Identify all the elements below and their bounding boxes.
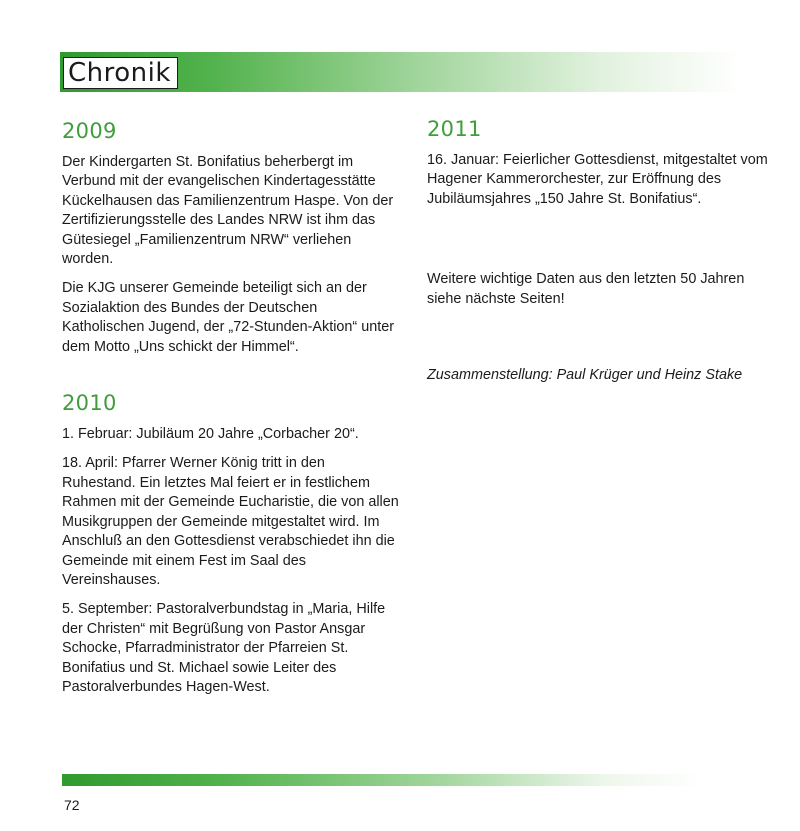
page-title: Chronik bbox=[63, 57, 178, 89]
paragraph-2009-kjg: Die KJG unserer Gemeinde beteiligt sich an der Sozialaktion des Bundes der Deutschen Katholischen Jugend, der „72-Stunden-Aktion“ unter dem Motto „Uns schickt der Himmel“. bbox=[62, 280, 394, 355]
further-dates-note: Weitere wichtige Daten aus den letzten 50 Jahren siehe nächste Seiten! bbox=[427, 271, 745, 307]
year-heading-2011: 2011 bbox=[427, 117, 482, 141]
footer-band bbox=[62, 774, 702, 786]
paragraph-2011-january: 16. Januar: Feierlicher Gottesdienst, mitgestaltet vom Hagener Kammerorchester, zur Eröffnung des Jubiläumsjahres „150 Jahre St. Bonifatius“. bbox=[427, 152, 768, 207]
compilation-credit: Zusammenstellung: Paul Krüger und Heinz Stake bbox=[427, 367, 743, 384]
page-number: 72 bbox=[64, 797, 80, 813]
year-heading-2010: 2010 bbox=[62, 391, 117, 416]
left-column bbox=[62, 118, 402, 707]
paragraph-2010-september: 5. September: Pastoralverbundstag in „Maria, Hilfe der Christen“ mit Begrüßung von Pastor Ansgar Schocke, Pfarradministrator der Pfarreien St. Bonifatius und St. Michael sowie Leiter des Pastoralverbundes Hagen-West. bbox=[62, 601, 386, 695]
paragraph-2010-april: 18. April: Pfarrer Werner König tritt in den Ruhestand. Ein letztes Mal feiert er in festlichem Rahmen mit der Gemeinde Eucharistie, die von allen Musikgruppen der Gemeinde mitgestaltet wird. Im Anschluß an den Gottesdienst verabschiedet ihn die Gemeinde mit einem Fest im Saal des Vereinshauses. bbox=[62, 455, 399, 588]
paragraph-2009-familienzentrum: Der Kindergarten St. Bonifatius beherbergt im Verbund mit der evangelischen Kindertagesstätte Kückelhausen das Familienzentrum Haspe. Von der Zertifizierungsstelle des Landes NRW ist ihm das Gütesiegel „Familienzentrum NRW“ verliehen worden. bbox=[62, 154, 394, 268]
paragraph-2010-february: 1. Februar: Jubiläum 20 Jahre „Corbacher 20“. bbox=[62, 426, 359, 443]
right-column bbox=[427, 116, 777, 385]
year-heading-2009: 2009 bbox=[62, 119, 117, 143]
